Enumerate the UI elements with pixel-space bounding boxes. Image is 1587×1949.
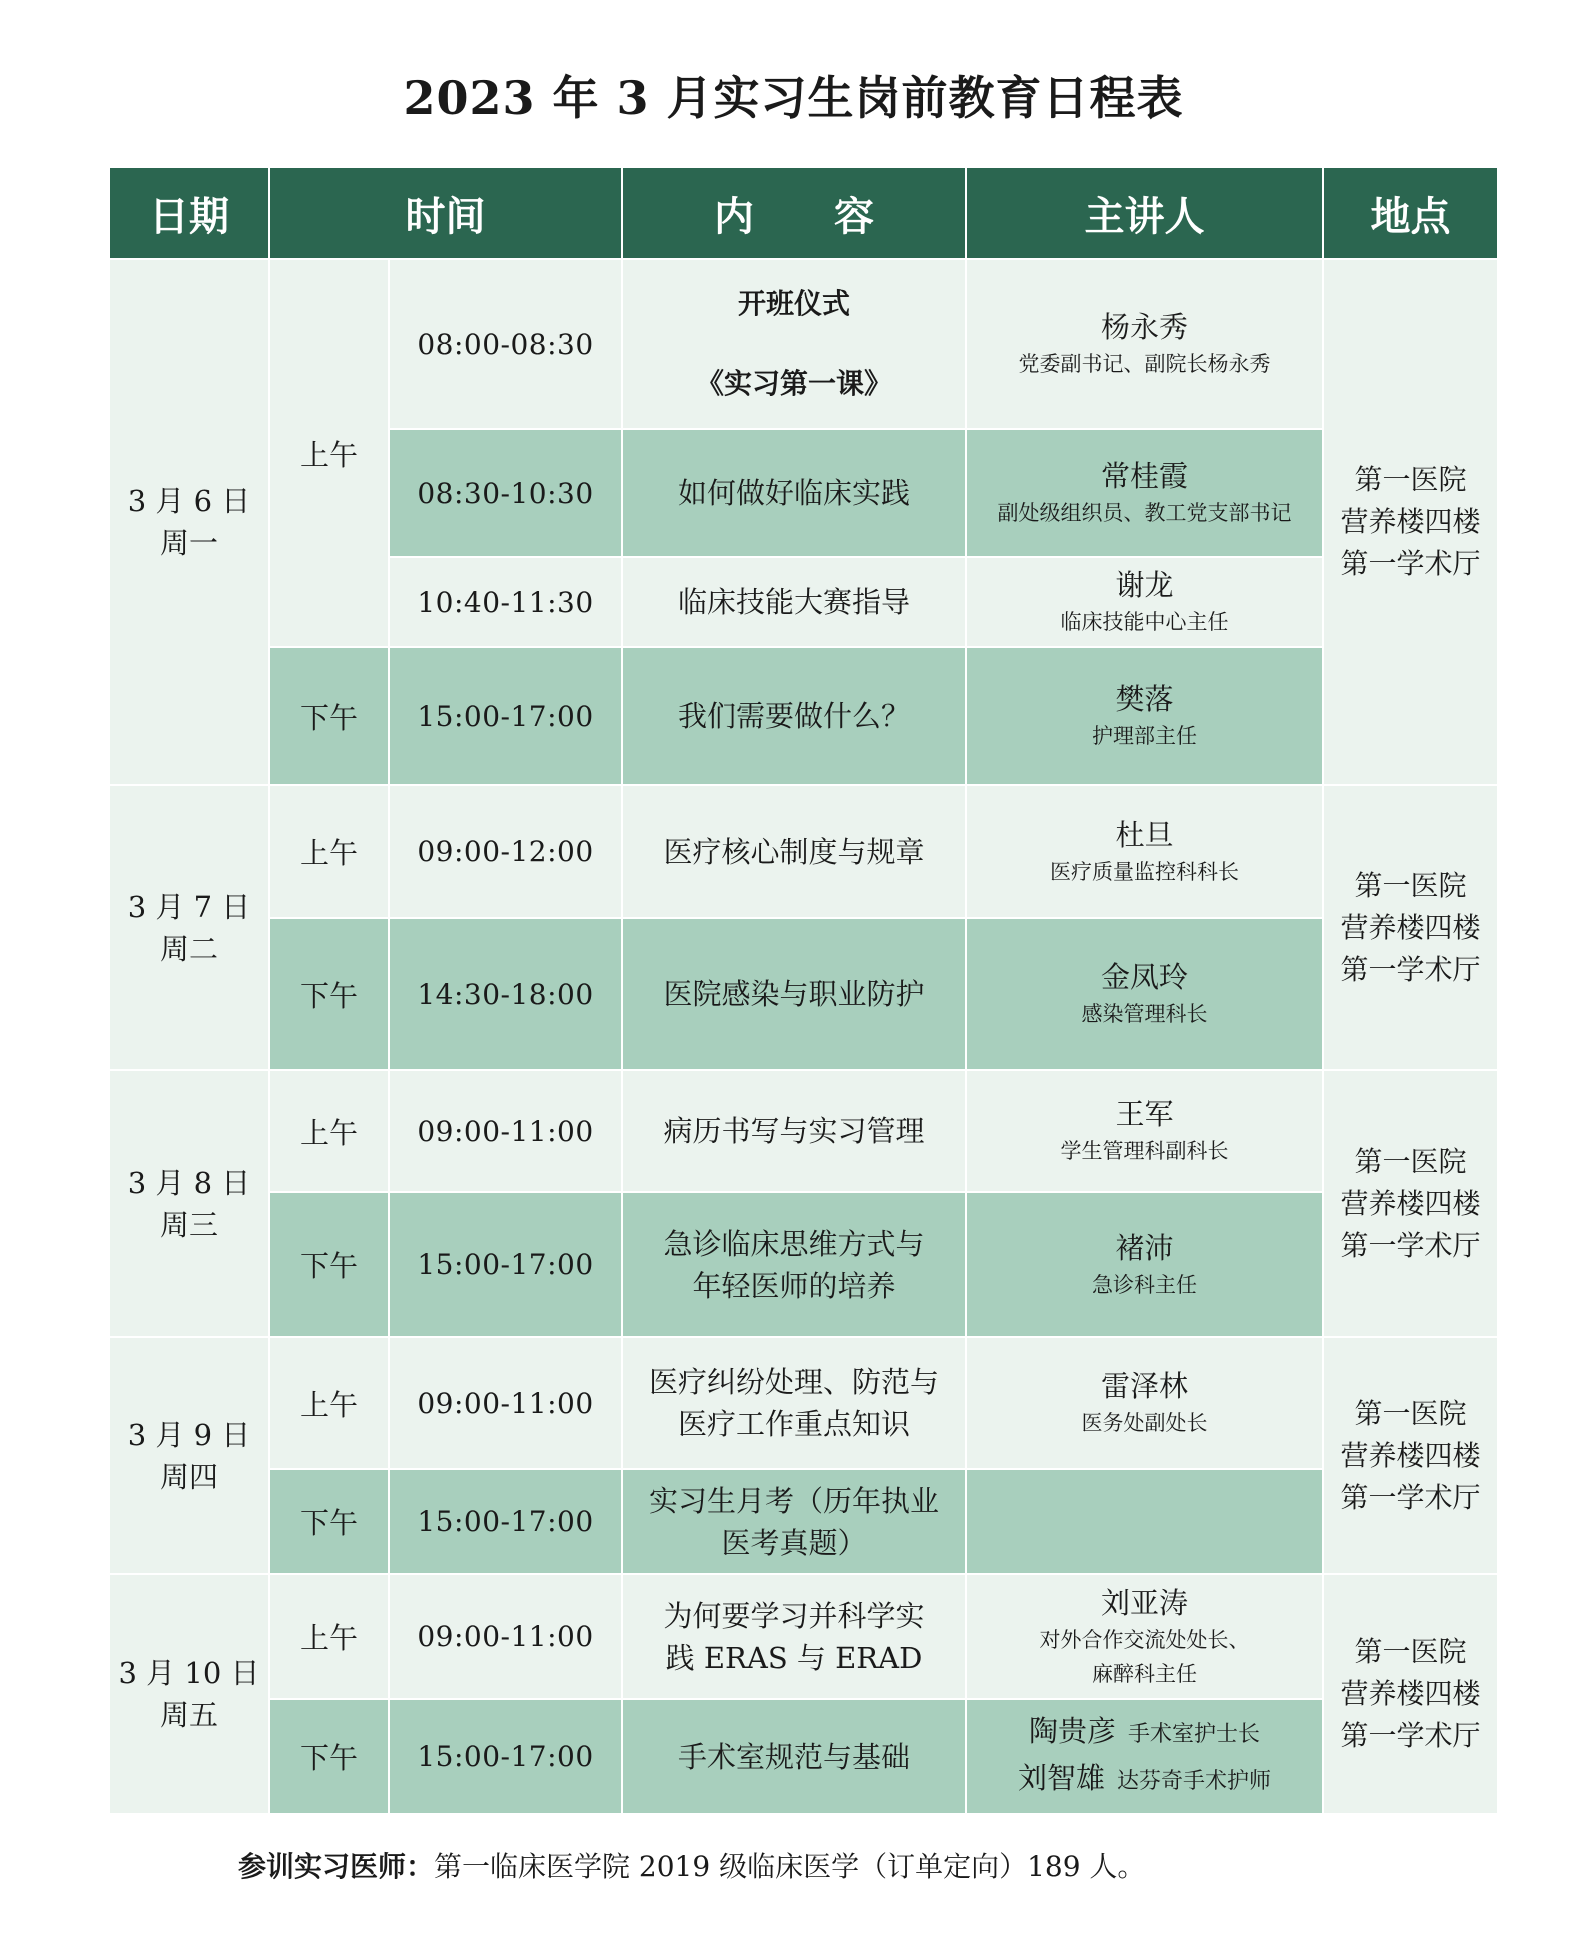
speaker-title: 医疗质量监控科科长 [1050, 859, 1239, 884]
table-row [109, 1337, 1498, 1469]
time-cell: 10:40-11:30 [389, 557, 622, 647]
header-content: 内 容 [622, 167, 966, 259]
speaker-title: 麻醉科主任 [1092, 1661, 1197, 1686]
speaker-title: 对外合作交流处处长、 [1039, 1627, 1250, 1652]
table-row [109, 259, 1498, 429]
speaker-title: 医务处副处长 [1081, 1411, 1208, 1435]
schedule-table [108, 166, 1499, 1815]
content-cell: 手术室规范与基础 [622, 1699, 966, 1814]
header-date: 日期 [109, 167, 269, 259]
speaker-cell [966, 429, 1323, 557]
footer-note [238, 1845, 1145, 1885]
content-cell: 医疗核心制度与规章 [622, 785, 966, 918]
content-cell: 实习生月考（历年执业 医考真题） [622, 1469, 966, 1574]
time-cell: 09:00-12:00 [389, 785, 622, 918]
speaker-cell [966, 1070, 1323, 1192]
time-cell: 15:00-17:00 [389, 1469, 622, 1574]
speaker-cell [966, 1337, 1323, 1469]
half-day-cell: 下午 [269, 918, 389, 1070]
footer-text: 第一临床医学院 2019 级临床医学（订单定向）189 人。 [434, 1850, 1146, 1883]
content-cell: 医疗纠纷处理、防范与 医疗工作重点知识 [622, 1337, 966, 1469]
table-row [109, 1469, 1498, 1574]
half-day-cell: 上午 [269, 785, 389, 918]
half-day-cell: 上午 [269, 1337, 389, 1469]
time-cell: 09:00-11:00 [389, 1070, 622, 1192]
time-cell: 15:00-17:00 [389, 1192, 622, 1337]
speaker-cell [966, 1192, 1323, 1337]
content-cell: 如何做好临床实践 [622, 429, 966, 557]
speaker-name: 褚沛 [1115, 1230, 1174, 1265]
place-cell: 第一医院 营养楼四楼 第一学术厅 [1323, 259, 1498, 785]
speaker-cell [966, 557, 1323, 647]
speaker-name: 杨永秀 [1100, 310, 1188, 344]
speaker-title: 护理部主任 [1092, 724, 1197, 748]
speaker-name: 常桂霞 [1100, 459, 1188, 493]
speaker-pair [973, 1710, 1316, 1757]
speaker-cell [966, 1469, 1323, 1574]
speaker-name: 刘亚涛 [1100, 1585, 1188, 1620]
place-cell: 第一医院 营养楼四楼 第一学术厅 [1323, 785, 1498, 1070]
speaker-title: 手术室护士长 [1128, 1721, 1261, 1747]
header-speaker: 主讲人 [966, 167, 1323, 259]
speaker-title: 达芬奇手术护师 [1117, 1768, 1272, 1794]
speaker-cell [966, 1699, 1323, 1814]
table-row [109, 918, 1498, 1070]
time-cell: 09:00-11:00 [389, 1337, 622, 1469]
speaker-title: 临床技能中心主任 [1060, 610, 1229, 634]
time-cell: 08:00-08:30 [389, 259, 622, 429]
half-day-cell: 上午 [269, 1574, 389, 1699]
content-cell: 临床技能大赛指导 [622, 557, 966, 647]
speaker-cell [966, 785, 1323, 918]
page-title: 2023 年 3 月实习生岗前教育日程表 [403, 71, 1184, 125]
table-row [109, 1574, 1498, 1699]
speaker-cell [966, 918, 1323, 1070]
date-cell: 3 月 10 日 周五 [109, 1574, 269, 1814]
date-cell: 3 月 8 日 周三 [109, 1070, 269, 1337]
speaker-name: 王军 [1115, 1097, 1174, 1131]
time-cell: 15:00-17:00 [389, 647, 622, 785]
table-row [109, 785, 1498, 918]
half-day-cell: 下午 [269, 1699, 389, 1814]
speaker-name: 谢龙 [1115, 568, 1174, 602]
speaker-cell [966, 259, 1323, 429]
table-row [109, 1192, 1498, 1337]
speaker-cell [966, 647, 1323, 785]
date-cell: 3 月 6 日 周一 [109, 259, 269, 785]
content-cell: 为何要学习并科学实 践 ERAS 与 ERAD [622, 1574, 966, 1699]
speaker-name: 雷泽林 [1100, 1369, 1188, 1403]
table-header-row [109, 167, 1498, 259]
half-day-cell: 下午 [269, 1192, 389, 1337]
speaker-title: 党委副书记、副院长杨永秀 [1018, 352, 1271, 376]
time-cell: 14:30-18:00 [389, 918, 622, 1070]
content-cell: 急诊临床思维方式与 年轻医师的培养 [622, 1192, 966, 1337]
header-place: 地点 [1323, 167, 1498, 259]
half-day-cell: 下午 [269, 647, 389, 785]
table-row [109, 1699, 1498, 1814]
speaker-title: 副处级组织员、教工党支部书记 [997, 501, 1292, 525]
content-cell: 医院感染与职业防护 [622, 918, 966, 1070]
footer-label: 参训实习医师： [238, 1850, 435, 1883]
speaker-title: 急诊科主任 [1092, 1272, 1197, 1297]
header-time: 时间 [269, 167, 622, 259]
speaker-pair [973, 1757, 1316, 1804]
table-row [109, 1070, 1498, 1192]
content-cell: 开班仪式 《实习第一课》 [622, 259, 966, 429]
table-row [109, 647, 1498, 785]
place-cell: 第一医院 营养楼四楼 第一学术厅 [1323, 1070, 1498, 1337]
speaker-cell [966, 1574, 1323, 1699]
speaker-name: 杜旦 [1115, 817, 1174, 852]
place-cell: 第一医院 营养楼四楼 第一学术厅 [1323, 1337, 1498, 1574]
half-day-cell: 下午 [269, 1469, 389, 1574]
speaker-name: 樊落 [1115, 682, 1174, 716]
speaker-name: 刘智雄 [1017, 1760, 1105, 1795]
date-cell: 3 月 7 日 周二 [109, 785, 269, 1070]
speaker-name: 金凤玲 [1100, 960, 1188, 994]
half-day-cell: 上午 [269, 259, 389, 647]
content-cell: 我们需要做什么？ [622, 647, 966, 785]
time-cell: 08:30-10:30 [389, 429, 622, 557]
time-cell: 15:00-17:00 [389, 1699, 622, 1814]
speaker-title: 感染管理科长 [1081, 1002, 1208, 1026]
speaker-name: 陶贵彦 [1028, 1713, 1116, 1748]
content-cell: 病历书写与实习管理 [622, 1070, 966, 1192]
place-cell: 第一医院 营养楼四楼 第一学术厅 [1323, 1574, 1498, 1814]
time-cell: 09:00-11:00 [389, 1574, 622, 1699]
speaker-title: 学生管理科副科长 [1060, 1139, 1229, 1163]
date-cell: 3 月 9 日 周四 [109, 1337, 269, 1574]
half-day-cell: 上午 [269, 1070, 389, 1192]
